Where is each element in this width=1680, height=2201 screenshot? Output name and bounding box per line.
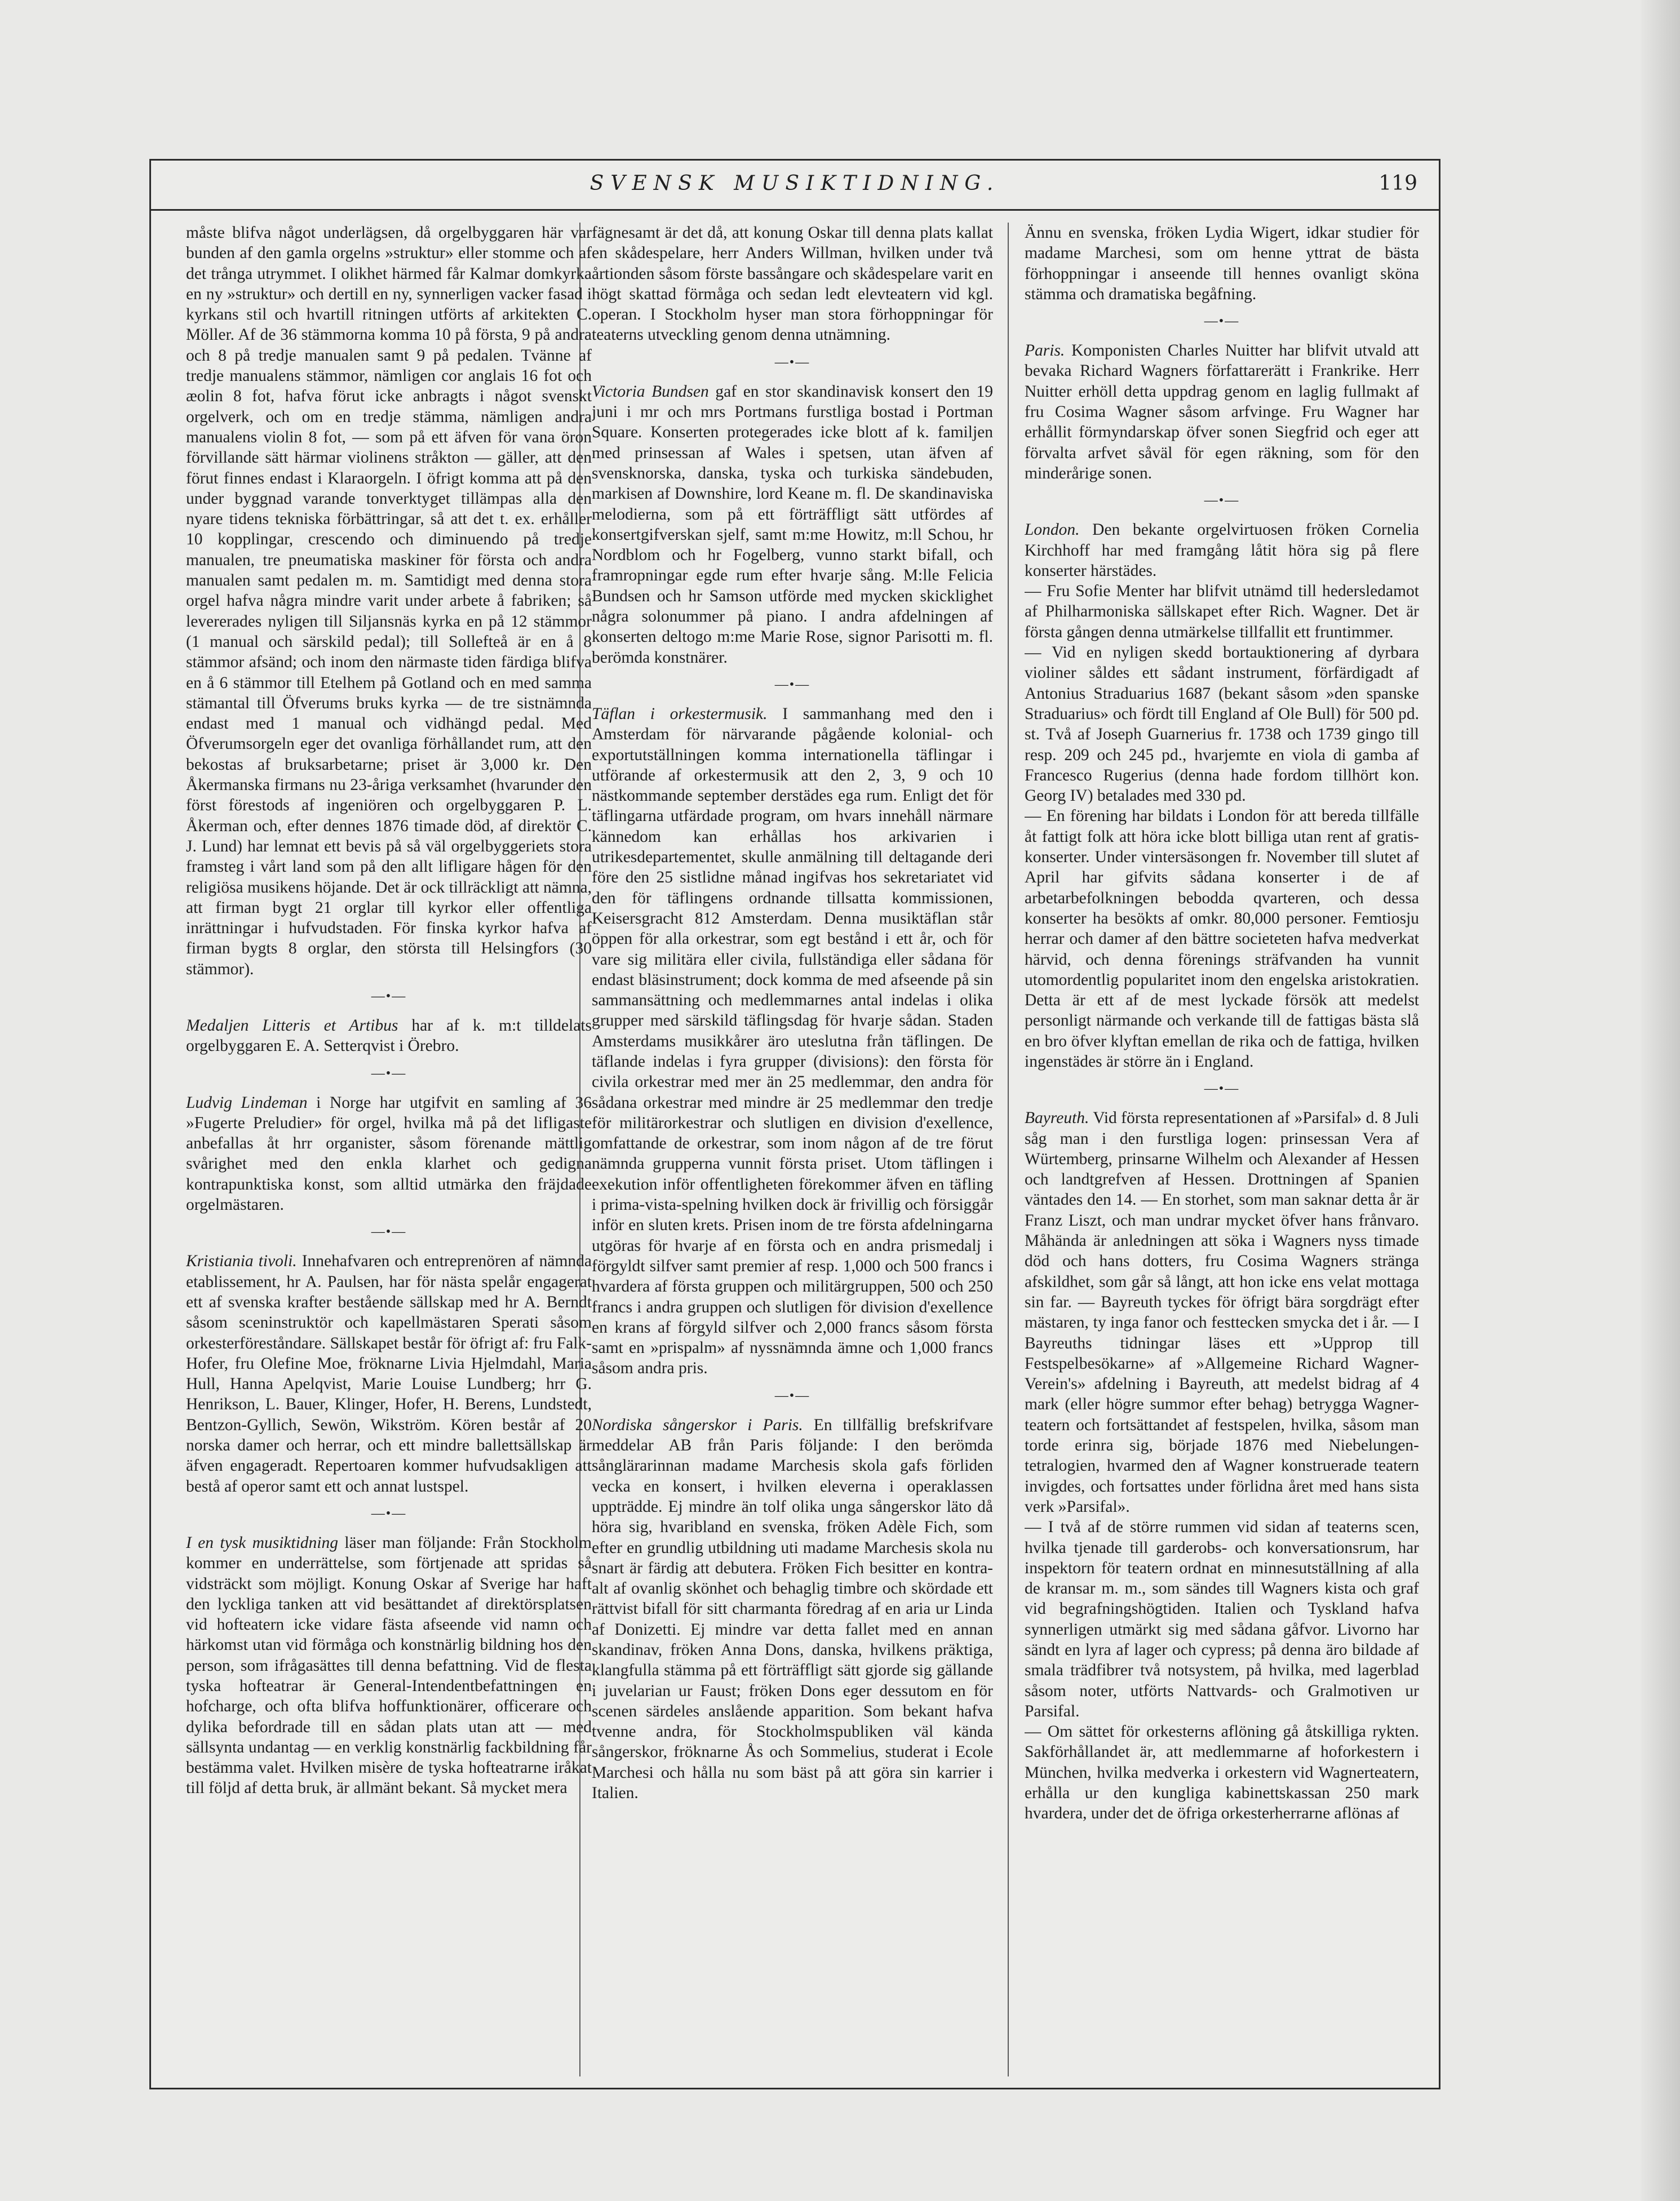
- article-london-concerts: — En förening har bildats i London för att bereda tillfälle åt fattigt folk att höra icke blott billiga utan rent af gratis-konserter. Under vintersäsongen fr. November till slutet af April har gifvits sådana konserter i de af arbetarbefolkningen bebodda qvarteren, och dessa konserter ha besökts af omkr. 80,000 personer. Femtiosju herrar och damer af den bättre societeten hafva medverkat härvid, och denna förenings sträfvanden ha vunnit utomordentlig popularitet inom den engelska aristokratien. Detta är ett af de mest lyckade försök att medelst personligt närmande och verkande till de fattigas bästa slå en bro öfver klyftan emellan de rika och de fattiga, hvilken ingenstädes är större än i England.: [1025, 807, 1419, 1071]
- separator: —•—: [371, 988, 407, 1004]
- article-taflan: [592, 704, 993, 1379]
- column-1: [186, 223, 592, 2076]
- article-london-violins: — Vid en nyligen skedd bortauktionering af dyrbara violiner såldes ett sådant instrument, förfärdigadt af Antonius Straduarius 1687 (bekant såsom »den spanske Straduarius» och fördt till England af Ole Bull) för 500 pd. st. Två af Joseph Guarnerius fr. 1738 och 1739 gingo till resp. 209 och 245 pd., hvarjemte en viola di gamba af Francesco Rugerius (denna hade fordom tillhört kon. Georg IV) betalades med 330 pd.: [1025, 644, 1419, 805]
- running-title: SVENSK MUSIKTIDNING.: [589, 172, 1000, 195]
- separator: —•—: [371, 1066, 407, 1081]
- article-body: Komponisten Charles Nuitter har blifvit utvald att bevaka Richard Wagners författarerätt i Frankrike. Herr Nuitter erhöll detta uppdrag genom en laglig fullmakt af fru Cosima Wagner såsom arfvinge. Fru Wagner har erhållit förmyndarskap öfver sonen Siegfrid och eger att förvalta arfvet såväl för egen räkning, som för den minderårige sonen.: [1025, 341, 1419, 482]
- article-title: Paris.: [1025, 341, 1065, 360]
- article-body: I sammanhang med den i Amsterdam för närvarande pågående kolonial- och exportutställningen komma internationella täflingar i utförande af orkestermusik att den 2, 3, 9 och 10 nästkommande september derstädes ega rum. Enligt det för täflingarna utfärdade program, om hvars innehåll närmare kännedom kan erhållas hos arkivarien i utrikesdepartementet, skulle anmälning till deltagande deri före den 25 sistlidne månad ingifvas hos sekretariatet vid den för täflingens ordnande tillsatta kommissionen, Keisersgracht 812 Amsterdam. Denna musiktäflan står öppen för alla orkestrar, som egt bestånd i ett år, och för vare sig militära eller civila, fullständiga eller sådana för endast bläsinstrument; dock komma de med afseende på sin sammansättning och medlemmarnes antal indelas i olika grupper med särskild täflingsdag för hvarje sådan. Staden Amsterdams musikkårer äro uteslutna från täflingen. De täflande indelas i fyra grupper (divisions): den första för civila orkestrar med mer än 25 medlemmar, den andra för sådana orkestrar med mindre är 25 medlemmar den tredje för militärorkestrar och slutligen en division d'exellence, omfattande de orkestrar, som inom någon af de tre förut nämnda grupperna vunnit första priset. Utom täflingen i exekution inför offentligheten förekommer äfven en täfling i prima-vista-spelning hvilken dock är frivillig och försiggår inför en sluten krets. Prisen inom de tre första afdelningarna utgöras för hvarje af en första och en andra prismedalj i förgyldt silfver samt premier af resp. 1,000 och 500 francs i hvardera af första gruppen och militärgruppen, 500 och 250 francs i andra gruppen och slutligen för division d'exellence en krans af förgyld silfver och 2,000 francs såsom första samt en »prispalm» af nyssnämnda ämne och 1,000 francs såsom andra pris.: [592, 704, 993, 1378]
- page-header: [151, 161, 1439, 210]
- header-rule: [151, 209, 1439, 211]
- separator: —•—: [774, 354, 810, 370]
- article-title: Kristiania tivoli.: [186, 1252, 297, 1271]
- article-victoria-bundsen: [592, 381, 993, 668]
- article-title: Bayreuth.: [1025, 1109, 1089, 1128]
- page-number: 119: [1378, 172, 1417, 195]
- article-body: Vid första representationen af »Parsifal» d. 8 Juli såg man i den furstliga logen: prinsessan Vera af Würtemberg, prinsarne Wilhelm och Alexander af Hessen och landtgrefven af Hessen. Drottningen af Spanien väntades den 14. — En storhet, som man saknar detta år är Franz Liszt, och man undrar mycket öfver hans frånvaro. Måhända är anledningen att söka i Wagners nyss timade död och hans dotters, fru Cosima Wagners stränga afskildhet, som går så långt, att hon icke ens velat mottaga sin far. — Bayreuth tyckes för öfrigt bära sorgdrägt efter mästaren, ty inga fanor och festtecken smycka det i år. — I Bayreuths tidningar läses ett »Upprop till Festspelbesökarne» af »Allgemeine Richard Wagner-Verein's» afdelning i Bayreuth, att medelst bidrag af 4 mark (eller högre summor efter behag) betrygga Wagner-teatern och fortsättandet af festspelen, hvilka, såsom man torde erinra sig, började 1876 med Niebelungen-tetralogien, hvarmed den af Wagner konstruerade teatern invigdes, och fortsattes under förlidna året med hans sista verk »Parsifal».: [1025, 1109, 1419, 1516]
- article-title: Täflan i orkestermusik.: [592, 704, 768, 723]
- article-body: läser man följande: Från Stockholm kommer en underrättelse, som förtjenade att spridas så vidsträckt som möjligt. Konung Oskar af Sverige har haft den lyckliga tanken att vid besättandet af direktörsplatsen vid hofteatern icke vidare fästa afseende vid namn och härkomst utan vid förmåga och konstnärlig bildning hos den person, som ifrågasättes till denna befattning. Vid de flesta tyska hofteatrar är General-Intendentbefattningen en hofcharge, och ofta blifva hoffunktionärer, officerare och dylika befordrade till en sådan plats utan att — med sällsynta undantag — en verklig konstnärlig fackbildning får bestämma valet. Hvilken misère de tyska hofteatrarne iråkat till följd af detta bruk, är allmänt bekant. Så mycket mera: [186, 1533, 592, 1798]
- article-body: i Norge har utgifvit en samling af 36 »Fugerte Preludier» för orgel, hvilka må på det lifligaste anbefallas åt hrr organister, såsom förenande mättlig svårighet med den enkla klarhet och gedigna kontrapunktiska konst, som alltid utmärka den fräjdade orgelmästaren.: [186, 1093, 592, 1214]
- article-title: Nordiska sångerskor i Paris.: [592, 1415, 803, 1434]
- article-title: London.: [1025, 521, 1080, 539]
- article-title: I en tysk musiktidning: [186, 1533, 338, 1552]
- newspaper-page: [149, 159, 1440, 2089]
- article-body: har af k. m:t tilldelats orgelbyggaren E. A. Setterqvist i Örebro.: [186, 1016, 592, 1055]
- article-continuation: fägnesamt är det då, att konung Oskar till denna plats kallat en skådespelare, herr Anders Willman, hvilken under två årtionden såsom förste bassångare och skådespelare varit en högt skattad förmåga och sedan ledt elevteatern vid kgl. operan. I Stockholm hyser man stora förhoppningar för teaterns utveckling genom denna utnämning.: [592, 224, 993, 344]
- article-title: Victoria Bundsen: [592, 382, 709, 401]
- article-bayreuth-wreaths: — I två af de större rummen vid sidan af teaterns scen, hvilka tjenade till garderobs- och konversationsrum, har inspektorn för teatern ordnat en minnesutställning af alla de kransar m. m., som sändes till Wagners kista och graf vid begrafningshögtiden. Italien och Tyskland hafva synnerligen utmärkt sig med sådana gåfvor. Livorno har sändt en lyra af lager och cypress; på denna äro bildade af smala trädfibrer två notsystem, på hvilka, med lagerblad såsom noter, utförts Nattvards- och Gralmotiven ur Parsifal.: [1025, 1518, 1419, 1720]
- article-body: En tillfällig brefskrifvare meddelar AB från Paris följande: I den berömda sånglärarinnan madame Marchesis skola gafs förliden vecka en konsert, i hvilken eleverna i operaklassen uppträdde. Ej mindre än tolf olika unga sångerskor läto då höra sig, hvaribland en svenska, fröken Adèle Fich, som efter en grundlig utbildning uti madame Marchesis skola nu snart är färdig att debutera. Fröken Fich besitter en kontra-alt af ovanlig skönhet och behaglig timbre och skördade ett rättvist bifall för sitt charmanta föredrag af en aria ur Linda af Donizetti. Ej mindre var detta fallet med en annan skandinav, fröken Anna Dons, danska, hvilkens präktiga, klangfulla stämma på ett förträffligt sätt gjorde sig gällande i juvelarian ur Faust; fröken Dons eger dessutom en för scenen särdeles anslående apparition. Som bekant hafva tvenne andra, för Stockholmspubliken väl kända sångerskor, fröknarne Ås och Sommelius, studerat i Ecole Marchesi och hålla nu som bäst på att göra sin karrier i Italien.: [592, 1415, 993, 1803]
- article-medaljen: [186, 1015, 592, 1057]
- separator: —•—: [1204, 1081, 1240, 1097]
- article-kristiania-tivoli: [186, 1251, 592, 1497]
- article-body: Den bekante orgelvirtuosen fröken Cornelia Kirchhoff har med framgång låtit höra sig på flere konserter härstädes.: [1025, 521, 1419, 580]
- article-lindeman: [186, 1093, 592, 1215]
- article-lydia-wigert: Ännu en svenska, fröken Lydia Wigert, idkar studier för madame Marchesi, som om henne yttrat de bästa förhoppningar i anseende till hennes ovanligt sköna stämma och dramatiska begåfning.: [1025, 224, 1419, 303]
- separator: —•—: [1204, 493, 1240, 508]
- column-divider-2: [1008, 223, 1009, 2076]
- separator: —•—: [371, 1224, 407, 1240]
- book-spine-shadow: [1641, 0, 1680, 2201]
- separator: —•—: [371, 1506, 407, 1521]
- article-tysk-musiktidning: [186, 1533, 592, 1799]
- article-title: Ludvig Lindeman: [186, 1093, 308, 1112]
- separator: —•—: [774, 677, 810, 692]
- article-bayreuth-orchestra: — Om sättet för orkesterns aflöning gå åtskilliga rykten. Sakförhållandet är, att medlemmarne af hoforkestern i München, hvilka medverka i orkestern vid Wagnerteatern, erhålla ur den kungliga kabinettskassan 250 mark hvardera, under det de öfriga orkesterherrarne aflönas af: [1025, 1723, 1419, 1823]
- article-title: Medaljen Litteris et Artibus: [186, 1016, 398, 1035]
- article-body: gaf en stor skandinavisk konsert den 19 juni i mr och mrs Portmans furstliga bostad i Portman Square. Konserten protegerades icke blott af k. familjen med prinsessan af Wales i spetsen, utan äfven af svensknorska, danska, tyska och turkiska sändebuden, markisen af Downshire, lord Keane m. fl. De skandinaviska melodierna, som på ett förträffligt sätt utfördes af konsertgifverskan sjelf, samt m:me Howitz, m:ll Schou, hr Nordblom och hr Fogelberg, vunno starkt bifall, och framropningar egde rum efter hvarje sång. M:lle Felicia Bundsen och hr Samson utförde med mycken skicklighet några solonummer på piano. I andra afdelningen af konserten deltogo m:me Marie Rose, signor Parisotti m. fl. berömda konstnärer.: [592, 382, 993, 667]
- separator: —•—: [774, 1388, 810, 1403]
- article-body: Innehafvaren och entreprenören af nämnda etablissement, hr A. Paulsen, har för nästa spelår engagerat ett af svenska krafter bestående sällskap med hr A. Berndt såsom sceninstruktör och kapellmästaren Sperati såsom orkesterföreståndare. Sällskapet består för öfrigt af: fru Falk-Hofer, fru Olefine Moe, fröknarne Livia Hjelmdahl, Maria Hull, Hanna Apelqvist, Marie Louise Lundberg; hrr G. Henrikson, L. Bauer, Klinger, Hofer, H. Berens, Lundstedt, Bentzon-Gyllich, Sewön, Wikström. Kören består af 20 norska damer och herrar, och ett mindre ballettsällskap är äfven engageradt. Repertoaren kommer hufvudsakligen att bestå af operor samt ett och annat lustspel.: [186, 1252, 592, 1496]
- separator: —•—: [1204, 314, 1240, 329]
- article-bayreuth: [1025, 1108, 1419, 1517]
- article-london: [1025, 520, 1419, 581]
- article-paris: [1025, 340, 1419, 483]
- article-organ-building: måste blifva något underlägsen, då orgelbyggaren här var bunden af den gamla orgelns »struktur» eller stomme och af det trånga utrymmet. I olikhet härmed får Kalmar domkyrka en ny »struktur» och dertill en ny, synnerligen vacker fasad i kyrkans stil och hvartill ritningen utförts af arkitekten C. Möller. Af de 36 stämmorna komma 10 på första, 9 på andra och 8 på tredje manualen samt 9 på pedalen. Tvänne af tredje manualens stämmor, nämligen cor anglais 16 fot och æolin 8 fot, hafva förut icke anbragts i något svenskt orgelverk, och om en tredje stämma, nämligen andra manualens violin 8 fot, — som på ett äfven för vana öron förvillande sätt härmar violinens stråkton — gäller, att den förut finnes endast i Klaraorgeln. I öfrigt komma att på den under byggnad varande tonverktyget tillämpas alla den nyare tidens tekniska förbättringar, så att det t. ex. erhåller 10 kopplingar, crescendo och diminuendo på tredje manualen, tre pneumatiska maskiner för första och andra manualen samt pedalen m. m. Samtidigt med denna stora orgel hafva några mindre varit under arbete å fabriken; så levererades nyligen till Siljansnäs kyrka en på 12 stämmor (1 manual och särskild pedal); till Sollefteå är en å 8 stämmor afsänd; och inom den närmaste tiden färdiga blifva en å 6 stämmor till Etelhem på Gotland och en med samma stämantal till Öfverums bruks kyrka — de tre sistnämnda endast med 1 manual och vidhängd pedal. Med Öfverumsorgeln eger det ovanliga förhållandet rum, att den bekostas af bruksarbetarne; priset är 3,000 kr. Den Åkermanska firmans nu 23-åriga verksamhet (hvarunder den först förestods af ingeniören och orgelbyggaren P. L. Åkerman och, efter dennes 1876 timade död, af direktör C. J. Lund) har lemnat ett bevis på så väl orgelbyggeriets stora framsteg i vårt land som på den allt lifligare hågen för den religiösa musikens höjande. Det är ock tillräckligt att nämna, att firman bygt 21 orglar till kyrkor eller offentliga inrättningar i hufvudstaden. För finska kyrkor hafva af firman bygts 8 orglar, den största till Helsingfors (30 stämmor).: [186, 224, 592, 978]
- article-london-menter: — Fru Sofie Menter har blifvit utnämd till hedersledamot af Philharmoniska sällskapet efter Rich. Wagner. Det är första gången denna utmärkelse tillfallit ett fruntimmer.: [1025, 582, 1419, 641]
- column-2: [592, 223, 993, 2076]
- column-3: [1025, 223, 1419, 2076]
- article-nordiska-sangerskor: [592, 1415, 993, 1804]
